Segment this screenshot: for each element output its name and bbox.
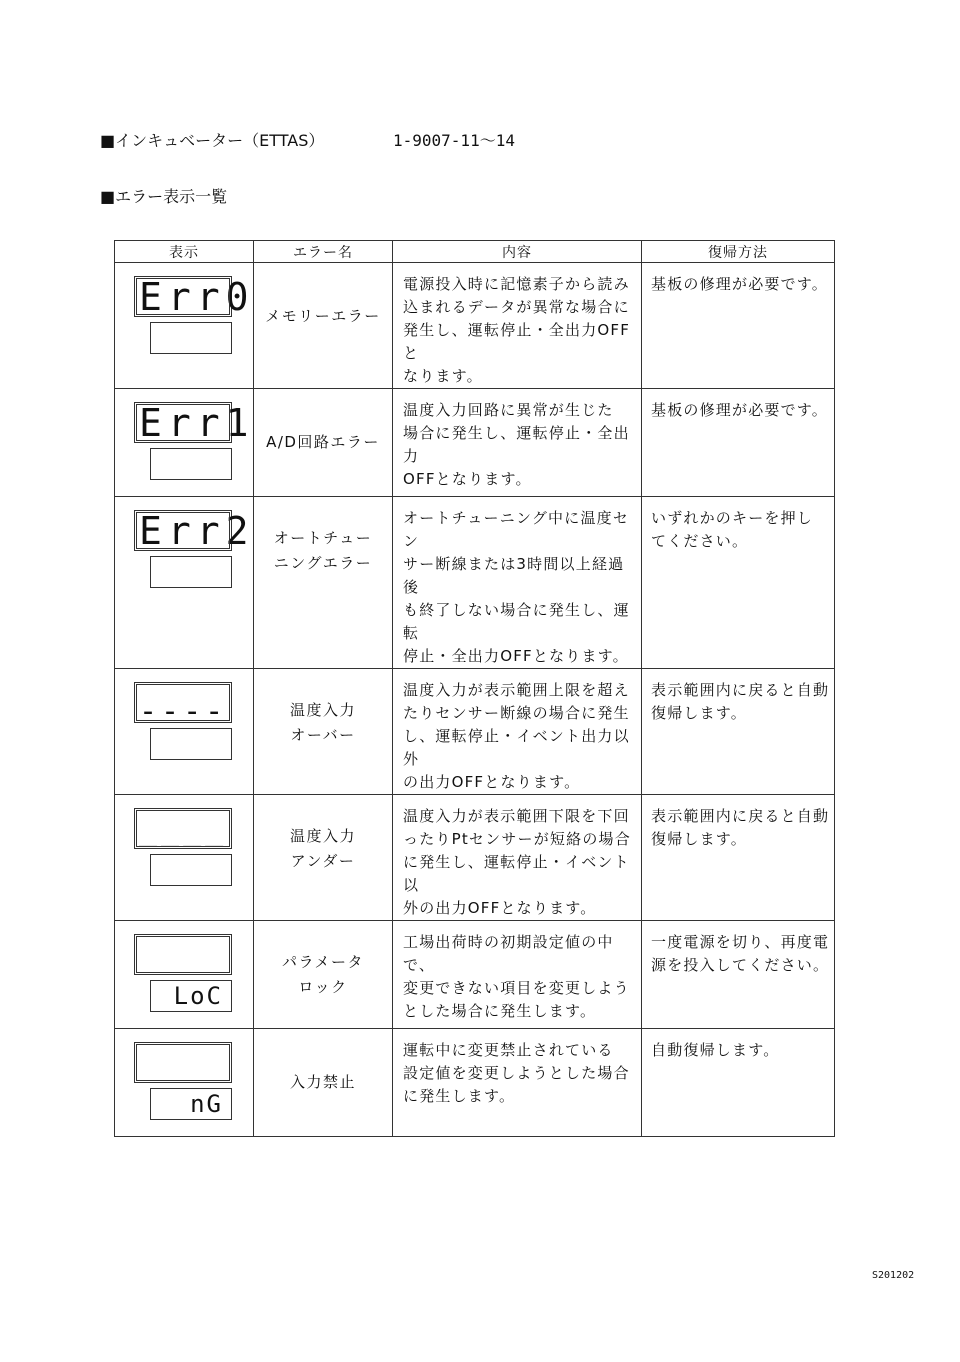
recovery-cell (642, 497, 835, 669)
table-row (115, 795, 835, 921)
display-upper-screen (134, 508, 255, 553)
recovery-cell (642, 263, 835, 389)
error-name: オートチュー ニングエラー (273, 528, 373, 572)
display-upper-screen (134, 400, 255, 445)
error-cause: 工場出荷時の初期設定値の中で、 変更できない項目を変更しよう とした場合に発生します。 (403, 933, 630, 1020)
catalog-code: 1-9007-11～14 (393, 131, 515, 150)
recovery-method: 基板の修理が必要です。 (651, 275, 829, 293)
error-name: A/D回路エラー (266, 433, 380, 451)
display-upper-screen (134, 808, 232, 849)
error-name-cell (254, 795, 393, 921)
header-content: 内容 (393, 241, 642, 263)
display-upper-text: Err2 (139, 508, 255, 553)
table-row (115, 1029, 835, 1137)
table-row (115, 263, 835, 389)
display-upper-text: Err1 (139, 400, 255, 445)
display-upper-text: ____ (139, 813, 228, 848)
display-cell (115, 497, 254, 669)
recovery-method: 表示範囲内に戻ると自動 復帰します。 (651, 681, 830, 722)
error-table (114, 240, 835, 1137)
display-lower-screen (150, 1088, 232, 1120)
error-name-cell (254, 669, 393, 795)
display-upper-screen (134, 274, 255, 319)
table-row (115, 669, 835, 795)
display-lower-screen (150, 448, 232, 480)
header-display: 表示 (115, 241, 254, 263)
document-code: S201202 (872, 1270, 915, 1281)
error-name-cell (254, 263, 393, 389)
cause-cell (393, 1029, 642, 1137)
cause-cell (393, 389, 642, 497)
controller-display (115, 669, 254, 776)
display-cell (115, 389, 254, 497)
header-error-name: エラー名 (254, 241, 393, 263)
table-row (115, 389, 835, 497)
controller-display (115, 1029, 254, 1136)
display-lower-text: LoC (173, 982, 223, 1010)
controller-display (115, 389, 254, 496)
error-cause: 温度入力回路に異常が生じた 場合に発生し、運転停止・全出力 OFFとなります。 (403, 401, 630, 488)
display-lower-screen (150, 854, 232, 886)
recovery-cell (642, 921, 835, 1029)
cause-cell (393, 669, 642, 795)
error-name: パラメータ ロック (281, 952, 365, 996)
recovery-method: 基板の修理が必要です。 (651, 401, 829, 419)
controller-display (115, 497, 254, 604)
display-upper-screen (134, 1042, 232, 1083)
header-recovery: 復帰方法 (642, 241, 835, 263)
controller-display (115, 263, 254, 370)
display-lower-screen (150, 556, 232, 588)
recovery-method: 自動復帰します。 (651, 1041, 780, 1059)
display-cell (115, 795, 254, 921)
title-main: ■インキュベーター（ETTAS） (100, 131, 325, 150)
display-cell (115, 263, 254, 389)
recovery-method: 一度電源を切り、再度電 源を投入してください。 (651, 933, 830, 974)
table-row (115, 497, 835, 669)
recovery-method: いずれかのキーを押し てください。 (651, 509, 814, 550)
error-name: メモリーエラー (265, 307, 381, 325)
error-name: 温度入力 アンダー (289, 826, 356, 870)
cause-cell (393, 795, 642, 921)
cause-cell (393, 497, 642, 669)
section-heading: ■エラー表示一覧 (100, 187, 228, 206)
cause-cell (393, 263, 642, 389)
error-name-cell (254, 389, 393, 497)
error-cause: 電源投入時に記憶素子から読み 込まれるデータが異常な場合に 発生し、運転停止・全出力OFFと なります。 (403, 275, 631, 385)
display-lower-screen (150, 980, 232, 1012)
error-name-cell (254, 497, 393, 669)
display-upper-screen (134, 934, 232, 975)
error-name-cell (254, 1029, 393, 1137)
recovery-cell (642, 1029, 835, 1137)
display-cell (115, 1029, 254, 1137)
error-cause: 温度入力が表示範囲下限を下回 ったりPtセンサーが短絡の場合 に発生し、運転停止・イベント以 外の出力OFFとなります。 (403, 807, 631, 917)
page-title (100, 128, 515, 151)
error-cause: オートチューニング中に温度セン サー断線または3時間以上経過後 も終了しない場合に発生し、運転 停止・全出力OFFとなります。 (403, 509, 630, 665)
recovery-method: 表示範囲内に戻ると自動 復帰します。 (651, 807, 830, 848)
error-cause: 運転中に変更禁止されている 設定値を変更しようとした場合 に発生します。 (403, 1041, 630, 1105)
display-cell (115, 669, 254, 795)
table-row (115, 921, 835, 1029)
display-lower-screen (150, 728, 232, 760)
display-upper-screen (134, 682, 232, 729)
recovery-cell (642, 669, 835, 795)
controller-display (115, 921, 254, 1028)
display-lower-screen (150, 322, 232, 354)
display-upper-text: ---- (139, 694, 228, 729)
error-cause: 温度入力が表示範囲上限を超え たりセンサー断線の場合に発生 し、運転停止・イベント出力以外 の出力OFFとなります。 (403, 681, 630, 791)
recovery-cell (642, 389, 835, 497)
controller-display (115, 795, 254, 902)
error-name-cell (254, 921, 393, 1029)
cause-cell (393, 921, 642, 1029)
error-name: 温度入力 オーバー (289, 700, 356, 744)
recovery-cell (642, 795, 835, 921)
table-header-row (115, 241, 835, 263)
error-name: 入力禁止 (289, 1073, 356, 1091)
display-cell (115, 921, 254, 1029)
display-lower-text: nG (190, 1090, 223, 1118)
display-upper-text: Err0 (139, 274, 255, 319)
